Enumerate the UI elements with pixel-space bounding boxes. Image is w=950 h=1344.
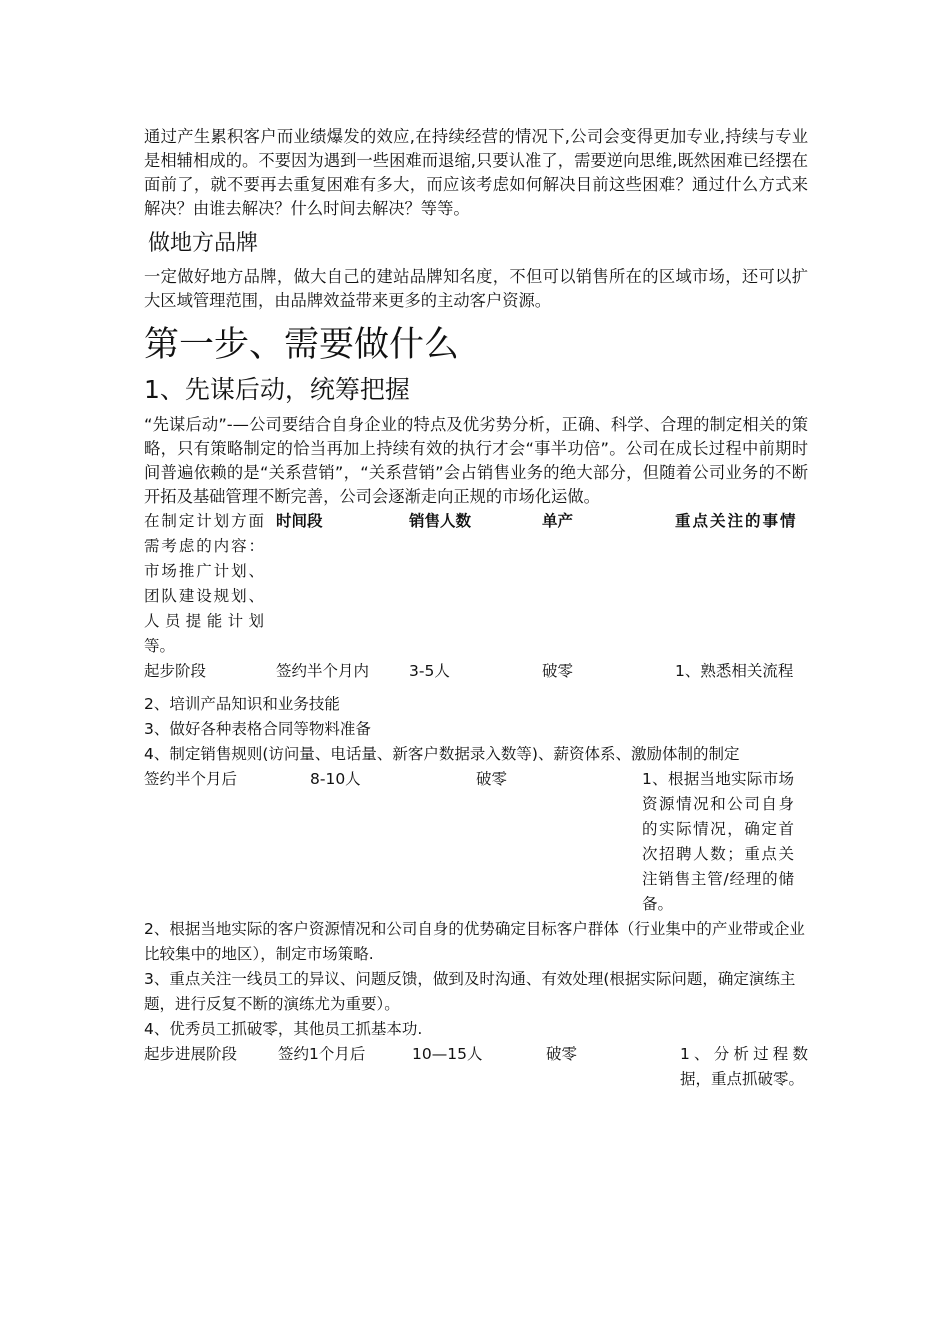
task-list-1 bbox=[144, 692, 808, 767]
step1-paragraph: “先谋后动”-—公司要结合自身企业的特点及优劣势分析，正确、科学、合理的制定相关的策略，只有策略制定的恰当再加上持续有效的执行才会“事半功倍”。公司在成长过程中前期时间普遍依赖的是“关系营销”，“关系营销”会占销售业务的绝大部分，但随着公司业务的不断开拓及基础管理不断完善，公司会逐渐走向正规的市场化运做。 bbox=[144, 415, 808, 506]
header-time: 时间段 bbox=[276, 512, 323, 530]
task-list-2 bbox=[144, 917, 808, 1042]
header-unit-output: 单产 bbox=[542, 512, 574, 530]
output-cell: 破零 bbox=[546, 1045, 578, 1063]
count-cell: 3-5人 bbox=[409, 662, 450, 680]
list-item: 3、做好各种表格合同等物料准备 bbox=[144, 720, 371, 738]
stage-cell: 起步进展阶段 bbox=[144, 1045, 238, 1063]
plan-table-row-2 bbox=[144, 767, 808, 917]
section-heading-brand: 做地方品牌 bbox=[148, 231, 259, 256]
header-sales-count: 销售人数 bbox=[409, 512, 472, 530]
table-row bbox=[144, 1042, 808, 1092]
time-cell: 签约半个月内 bbox=[276, 662, 370, 680]
count-cell: 8-10人 bbox=[310, 770, 361, 788]
focus-cell: 1、根据当地实际市场资源情况和公司自身的实际情况，确定首次招聘人数；重点关注销售主管/经理的储备。 bbox=[642, 770, 794, 913]
table-row bbox=[144, 509, 808, 659]
header-focus: 重点关注的事情 bbox=[675, 512, 798, 530]
step1-heading: 第一步、需要做什么 bbox=[144, 325, 460, 365]
list-item: 4、制定销售规则(访问量、电话量、新客户数据录入数等)、薪资体系、激励体制的制定 bbox=[144, 745, 740, 763]
output-cell: 破零 bbox=[542, 662, 574, 680]
list-item: 2、培训产品知识和业务技能 bbox=[144, 695, 340, 713]
focus-cell: 1、熟悉相关流程 bbox=[675, 662, 794, 680]
plan-table-header bbox=[144, 509, 808, 684]
time-cell: 签约半个月后 bbox=[144, 770, 238, 788]
brand-paragraph: 一定做好地方品牌，做大自己的建站品牌知名度，不但可以销售所在的区域市场，还可以扩大区域管理范围，由品牌效益带来更多的主动客户资源。 bbox=[144, 267, 808, 310]
step1-subheading: 1、先谋后动，统筹把握 bbox=[144, 375, 410, 404]
table-row bbox=[144, 767, 808, 917]
table-intro-cell: 在制定计划方面需考虑的内容：市场推广计划、团队建设规划、人员提能计划等。 bbox=[144, 512, 264, 655]
stage-cell: 起步阶段 bbox=[144, 662, 207, 680]
table-row bbox=[144, 659, 808, 684]
output-cell: 破零 bbox=[476, 770, 508, 788]
document-page bbox=[144, 125, 808, 1092]
focus-cell: 1、分析过程数据，重点抓破零。 bbox=[680, 1045, 808, 1088]
list-item: 2、根据当地实际的客户资源情况和公司自身的优势确定目标客户群体（行业集中的产业带或企业 bbox=[144, 920, 805, 938]
intro-paragraph: 通过产生累积客户而业绩爆发的效应,在持续经营的情况下,公司会变得更加专业,持续与专业是相辅相成的。不要因为遇到一些困难而退缩,只要认准了，需要逆向思维,既然困难已经摆在面前了，就不要再去重复困难有多大，而应该考虑如何解决目前这些困难？通过什么方式来解决？由谁去解决？什么时间去解决？等等。 bbox=[144, 127, 808, 218]
list-item: 4、优秀员工抓破零，其他员工抓基本功. bbox=[144, 1020, 423, 1038]
list-item: 比较集中的地区），制定市场策略. bbox=[144, 945, 374, 963]
list-item: 3、重点关注一线员工的异议、问题反馈，做到及时沟通、有效处理(根据实际问题，确定演练主题，进行反复不断的演练尤为重要）。 bbox=[144, 970, 796, 1013]
count-cell: 10—15人 bbox=[412, 1045, 483, 1063]
time-cell: 签约1个月后 bbox=[278, 1045, 366, 1063]
plan-table-row-3 bbox=[144, 1042, 808, 1092]
